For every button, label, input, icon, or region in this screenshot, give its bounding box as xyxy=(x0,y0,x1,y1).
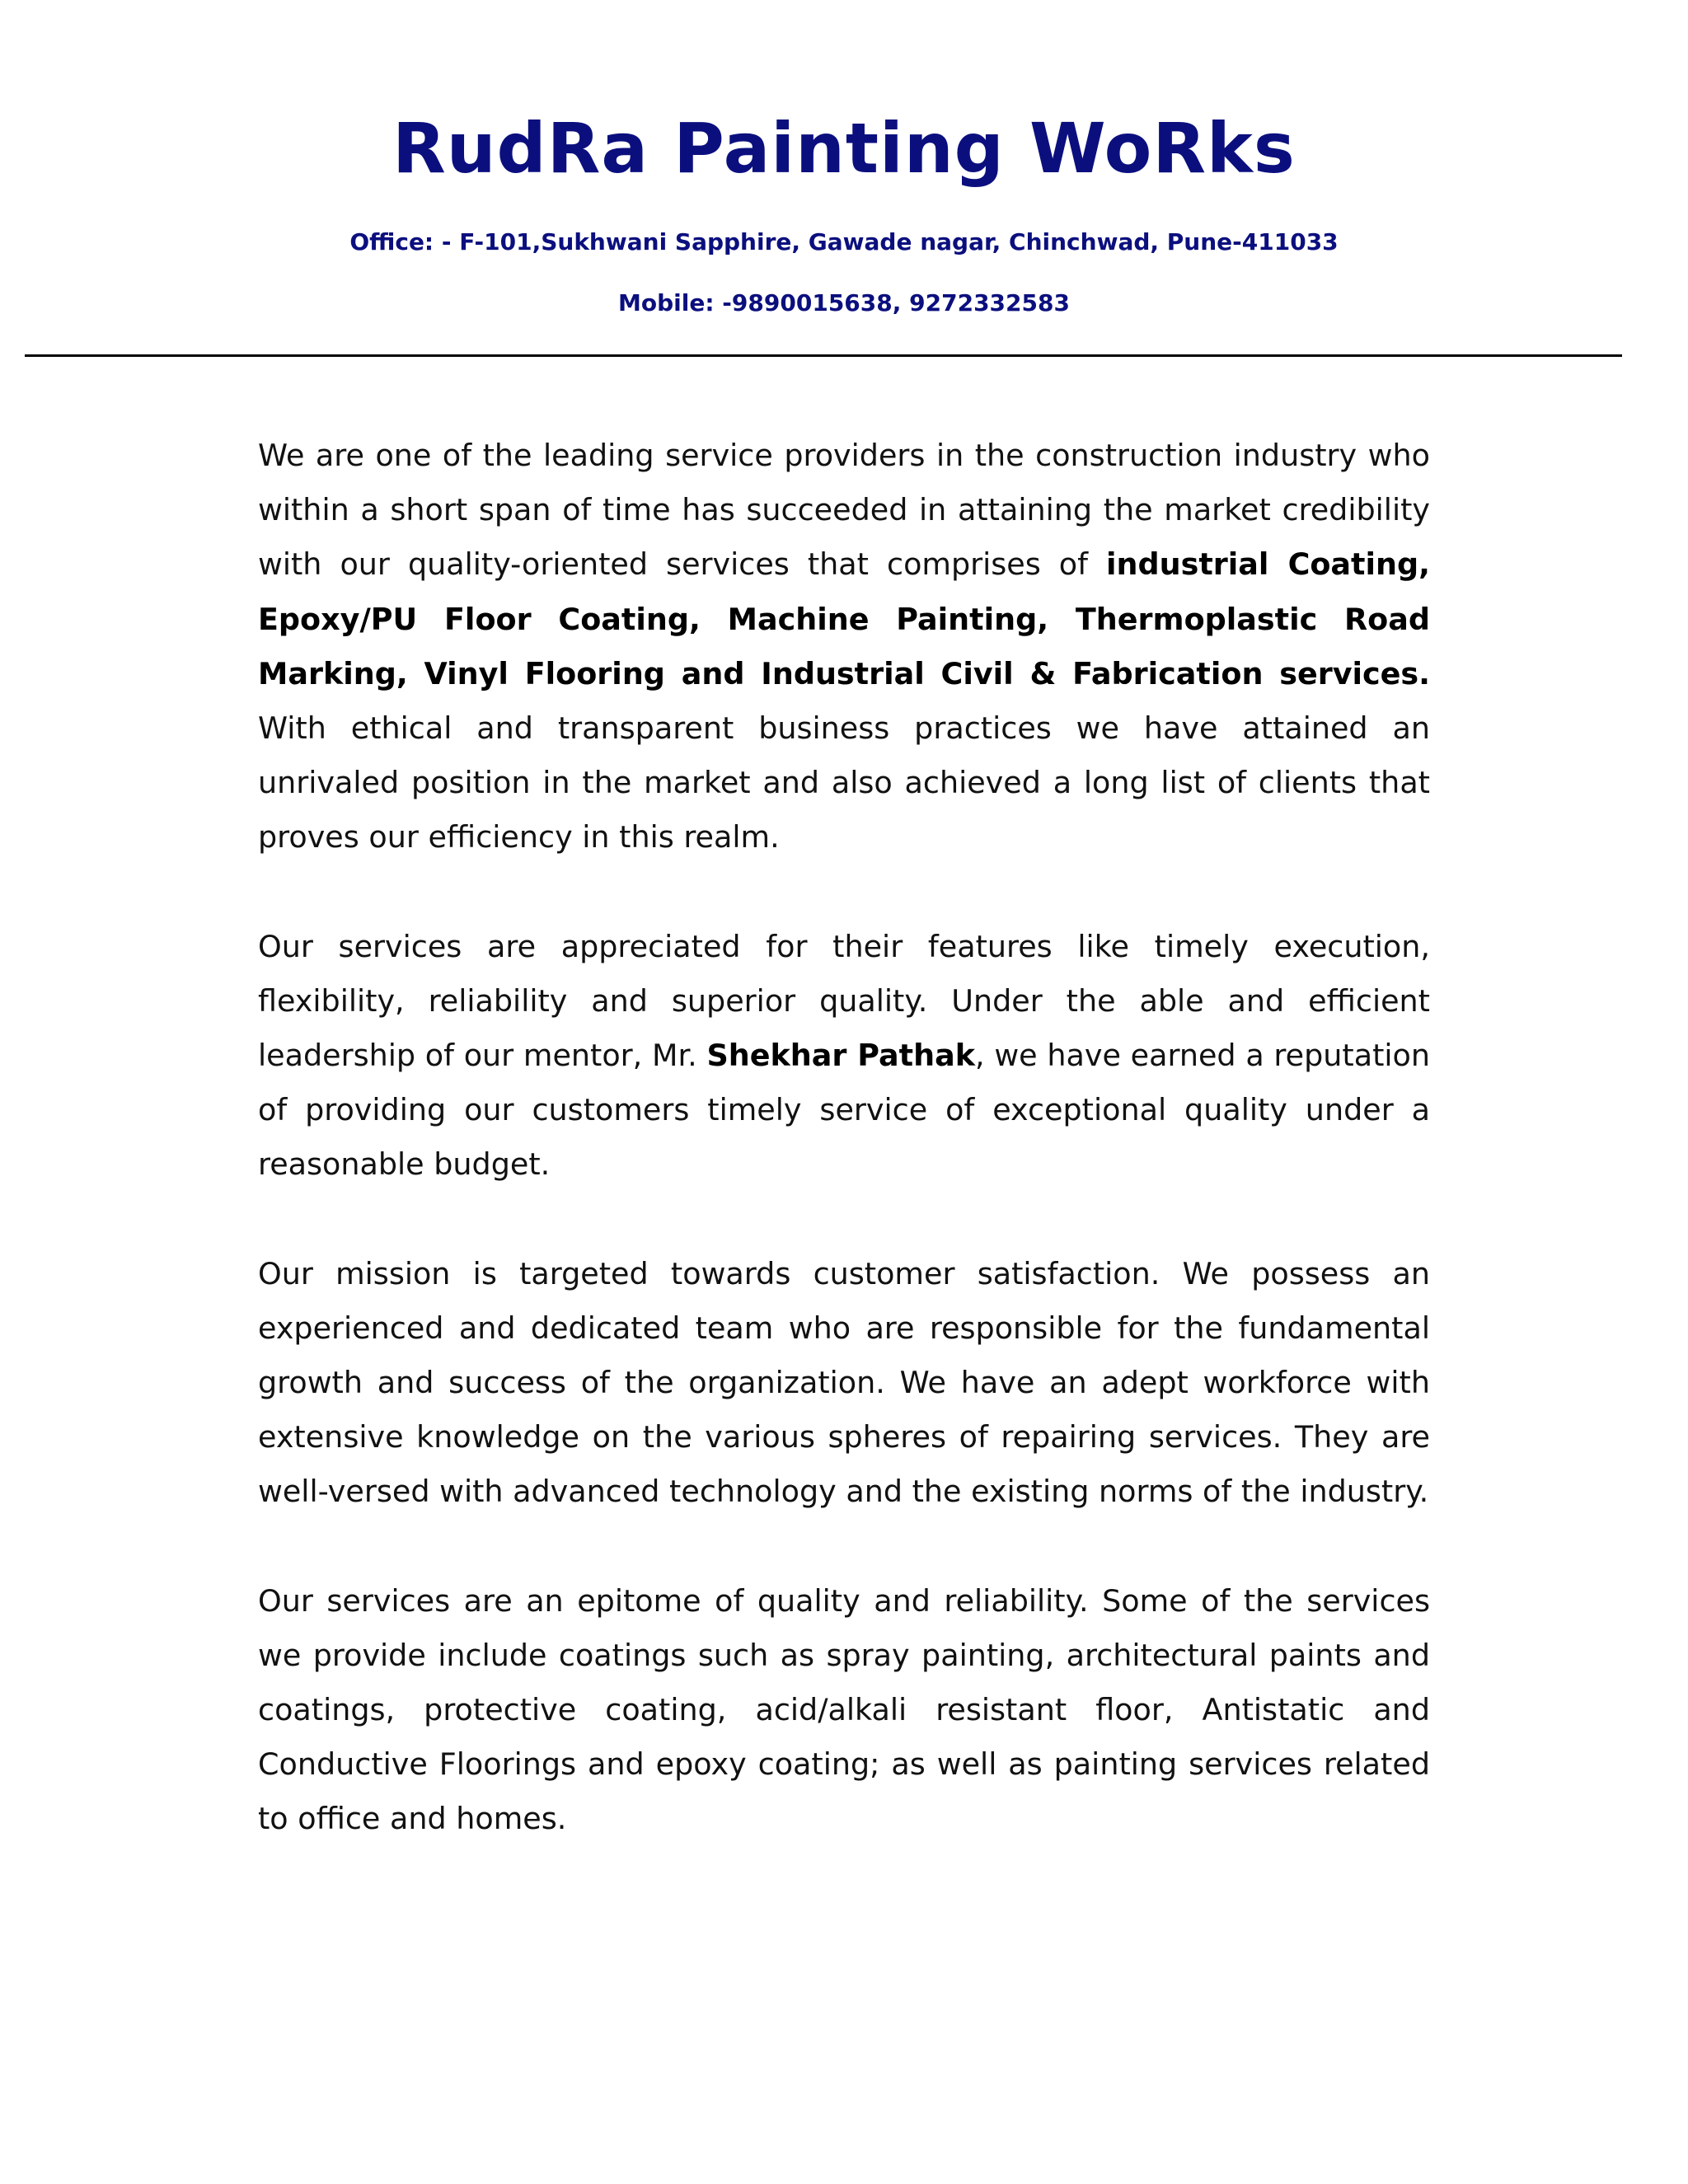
paragraph-intro-text-end: With ethical and transparent business practices we have attained an unrivaled position in the market and also achieved a long list of clients that proves our efficiency in this realm. xyxy=(258,710,1430,855)
paragraph-intro-text-start: We are one of the leading service providers in the construction industry who within a short span of time has succeeded in attaining the market credibility with our quality-oriented services that comprises of xyxy=(258,438,1430,583)
paragraph-intro-services: industrial Coating, Epoxy/PU Floor Coating, Machine Painting, Thermoplastic Road Marking, Vinyl Flooring and Industrial Civil & Fabrication services. xyxy=(258,546,1430,691)
document-body xyxy=(258,429,1430,1901)
header-divider xyxy=(25,354,1622,357)
mobile-numbers: Mobile: -9890015638, 9272332583 xyxy=(618,289,1070,316)
paragraph-mission: Our mission is targeted towards customer satisfaction. We possess an experienced and dedicated team who are responsible for the fundamental growth and success of the organization. We have an adept workforce with extensive knowledge on the various spheres of repairing services. They are well-versed with advanced technology and the existing norms of the industry. xyxy=(258,1255,1430,1510)
office-address: Office: - F-101,Sukhwani Sapphire, Gawade nagar, Chinchwad, Pune-411033 xyxy=(349,228,1339,255)
paragraph-intro xyxy=(258,429,1430,865)
letterhead xyxy=(0,0,1688,363)
paragraph-features-text-end: , we have earned a reputation of providing our customers timely service of exceptional quality under a reasonable budget. xyxy=(258,1038,1430,1183)
paragraph-features xyxy=(258,920,1430,1193)
paragraph-services: Our services are an epitome of quality and reliability. Some of the services we provide include coatings such as spray painting, architectural paints and coatings, protective coating, acid/alkali resistant floor, Antistatic and Conductive Floorings and epoxy coating; as well as painting services related to office and homes. xyxy=(258,1582,1430,1837)
company-name: RudRa Painting WoRks xyxy=(392,108,1296,189)
mentor-name: Shekhar Pathak xyxy=(706,1038,975,1074)
paragraph-features-text-start: Our services are appreciated for their features like timely execution, flexibility, reliability and superior quality. Under the able and efficient leadership of our mentor, Mr. xyxy=(258,928,1430,1074)
